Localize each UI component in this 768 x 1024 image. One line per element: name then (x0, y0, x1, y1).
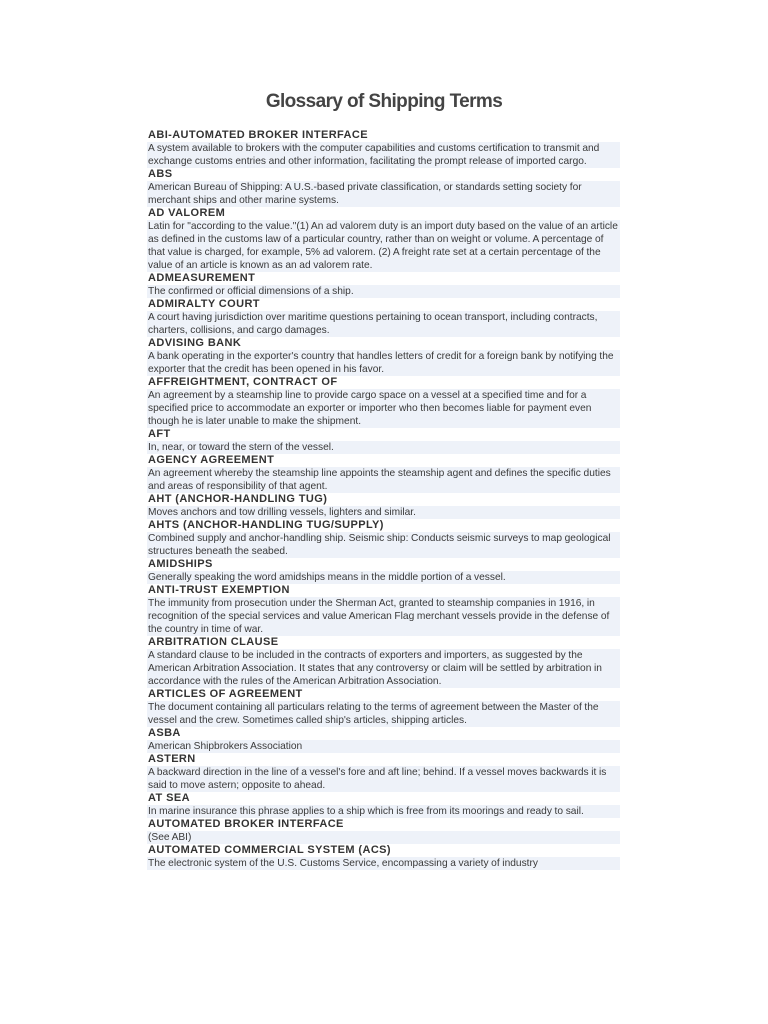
glossary-entry (147, 753, 620, 792)
glossary-list (147, 129, 620, 870)
glossary-entry (147, 428, 620, 454)
glossary-term: AMIDSHIPS (148, 558, 213, 570)
glossary-entry (147, 207, 620, 272)
glossary-definition: In marine insurance this phrase applies to a ship which is free from its moorings and ready to sail. (147, 805, 620, 818)
glossary-definition: A backward direction in the line of a vessel's fore and aft line; behind. If a vessel moves backwards it is said to move astern; opposite to ahead. (147, 766, 620, 792)
glossary-term: ASTERN (148, 753, 196, 765)
glossary-entry (147, 584, 620, 636)
glossary-entry (147, 636, 620, 688)
glossary-term: ARTICLES OF AGREEMENT (148, 688, 303, 700)
glossary-term: ASBA (148, 727, 181, 739)
page-title: Glossary of Shipping Terms (265, 91, 503, 112)
glossary-definition: Latin for "according to the value."(1) An ad valorem duty is an import duty based on the value of an article as defined in the customs law of a particular country, rather than on weight or volume. A percentage of that value is charged, for example, 5% ad valorem. (2) A freight rate set at a certain percentage of the value of an article is known as an ad valorem rate. (147, 220, 620, 272)
glossary-entry (147, 519, 620, 558)
glossary-term: ADMIRALTY COURT (148, 298, 260, 310)
glossary-definition: Moves anchors and tow drilling vessels, lighters and similar. (147, 506, 620, 519)
glossary-term: ARBITRATION CLAUSE (148, 636, 279, 648)
glossary-definition: Generally speaking the word amidships means in the middle portion of a vessel. (147, 571, 620, 584)
glossary-entry (147, 818, 620, 844)
glossary-entry (147, 844, 620, 870)
glossary-term: AHTS (ANCHOR-HANDLING TUG/SUPPLY) (148, 519, 384, 531)
glossary-entry (147, 272, 620, 298)
glossary-entry (147, 558, 620, 584)
glossary-definition: The document containing all particulars relating to the terms of agreement between the Master of the vessel and the crew. Sometimes called ship's articles, shipping articles. (147, 701, 620, 727)
glossary-term: AUTOMATED BROKER INTERFACE (148, 818, 344, 830)
glossary-entry (147, 727, 620, 753)
glossary-term: ADMEASUREMENT (148, 272, 256, 284)
glossary-term: ABS (148, 168, 173, 180)
glossary-term: AUTOMATED COMMERCIAL SYSTEM (ACS) (148, 844, 391, 856)
glossary-definition: Combined supply and anchor-handling ship. Seismic ship: Conducts seismic surveys to map geological structures beneath the seabed. (147, 532, 620, 558)
glossary-entry (147, 376, 620, 428)
glossary-entry (147, 298, 620, 337)
glossary-definition: The confirmed or official dimensions of a ship. (147, 285, 620, 298)
glossary-entry (147, 168, 620, 207)
glossary-term: AFT (148, 428, 171, 440)
glossary-term: ADVISING BANK (148, 337, 242, 349)
glossary-term: AHT (ANCHOR-HANDLING TUG) (148, 493, 328, 505)
glossary-definition: A standard clause to be included in the contracts of exporters and importers, as suggested by the American Arbitration Association. It states that any controversy or claim will be settled by arbitration in accordance with the rules of the American Arbitration Association. (147, 649, 620, 688)
glossary-entry (147, 454, 620, 493)
glossary-definition: The electronic system of the U.S. Customs Service, encompassing a variety of industry (147, 857, 620, 870)
glossary-definition: (See ABI) (147, 831, 620, 844)
glossary-entry (147, 792, 620, 818)
glossary-definition: The immunity from prosecution under the Sherman Act, granted to steamship companies in 1916, in recognition of the special services and value American Flag merchant vessels provide in the defense of the country in time of war. (147, 597, 620, 636)
glossary-term: AD VALOREM (148, 207, 226, 219)
glossary-definition: A court having jurisdiction over maritime questions pertaining to ocean transport, including contracts, charters, collisions, and cargo damages. (147, 311, 620, 337)
glossary-entry (147, 688, 620, 727)
glossary-term: AGENCY AGREEMENT (148, 454, 275, 466)
glossary-term: AFFREIGHTMENT, CONTRACT OF (148, 376, 338, 388)
glossary-term: AT SEA (148, 792, 190, 804)
glossary-entry (147, 493, 620, 519)
glossary-definition: American Shipbrokers Association (147, 740, 620, 753)
glossary-term: ANTI-TRUST EXEMPTION (148, 584, 290, 596)
glossary-definition: American Bureau of Shipping: A U.S.-based private classification, or standards setting society for merchant ships and other marine systems. (147, 181, 620, 207)
glossary-term: ABI-AUTOMATED BROKER INTERFACE (148, 129, 368, 141)
glossary-entry (147, 129, 620, 168)
glossary-definition: An agreement by a steamship line to provide cargo space on a vessel at a specified time and for a specified price to accommodate an exporter or importer who then becomes liable for payment even though he is later unable to make the shipment. (147, 389, 620, 428)
glossary-definition: A bank operating in the exporter's country that handles letters of credit for a foreign bank by notifying the exporter that the credit has been opened in his favor. (147, 350, 620, 376)
glossary-definition: An agreement whereby the steamship line appoints the steamship agent and defines the specific duties and areas of responsibility of that agent. (147, 467, 620, 493)
glossary-definition: In, near, or toward the stern of the vessel. (147, 441, 620, 454)
glossary-definition: A system available to brokers with the computer capabilities and customs certification to transmit and exchange customs entries and other information, facilitating the prompt release of imported cargo. (147, 142, 620, 168)
glossary-entry (147, 337, 620, 376)
